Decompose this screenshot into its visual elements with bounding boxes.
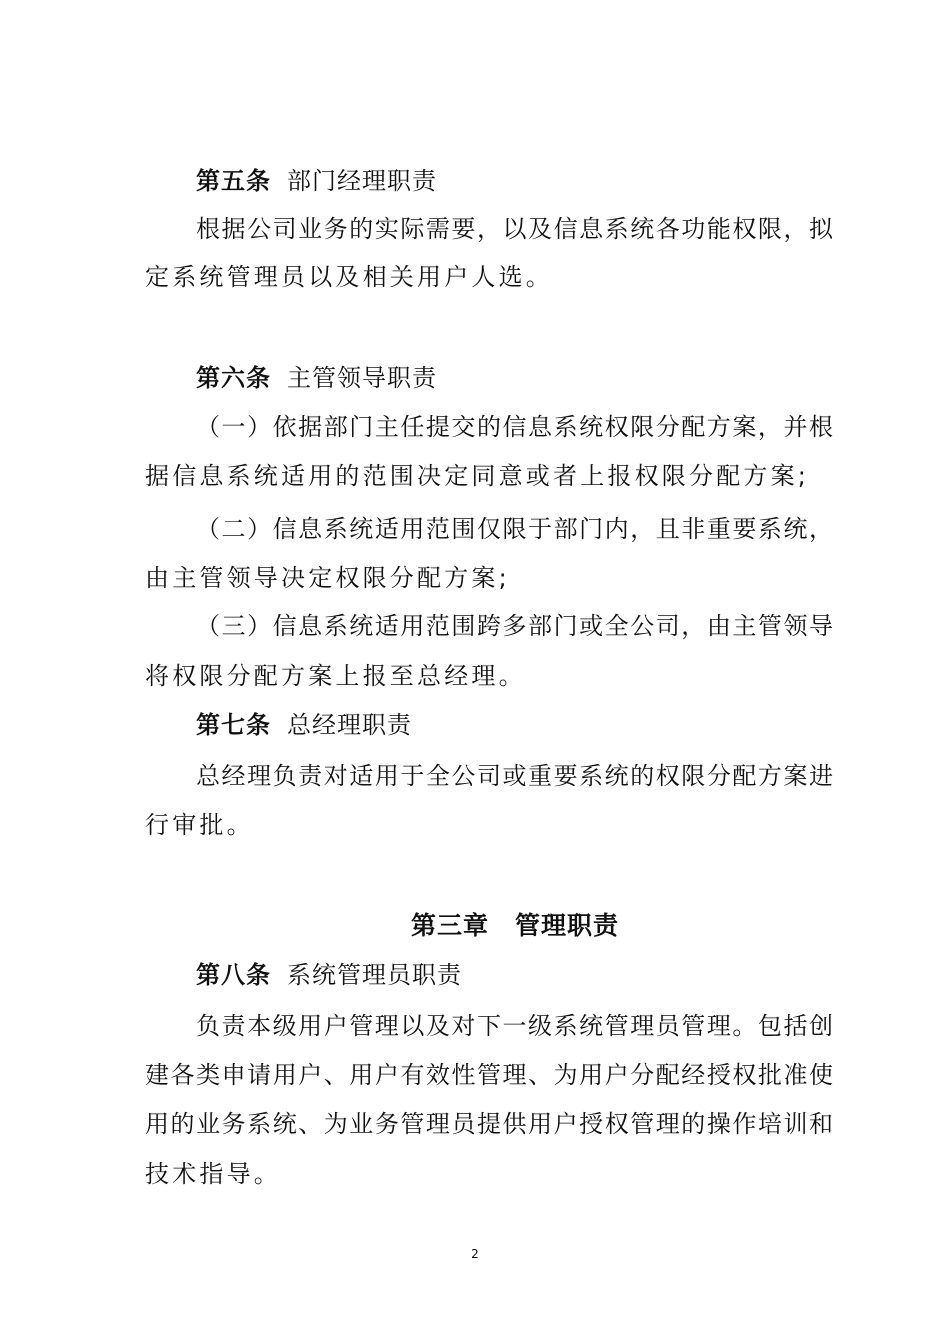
article-8-heading [196, 960, 462, 990]
article-5-heading [196, 166, 437, 196]
article-8-number: 第八条 [196, 961, 271, 989]
article-6-line-5: （三）信息系统适用范围跨多部门或全公司，由主管领导 [196, 612, 833, 640]
article-7-line-1: 总经理负责对适用于全公司或重要系统的权限分配方案进 [196, 762, 833, 790]
article-5-line-1: 根据公司业务的实际需要，以及信息系统各功能权限，拟 [196, 215, 833, 243]
article-8-line-3: 用的业务系统、为业务管理员提供用户授权管理的操作培训和 [145, 1110, 833, 1138]
article-6-line-4: 由主管领导决定权限分配方案; [145, 564, 510, 592]
article-6-title: 主管领导职责 [287, 364, 437, 392]
article-5-title: 部门经理职责 [287, 167, 437, 195]
chapter-3-title: 第三章 管理职责 [410, 911, 619, 940]
article-6-heading [196, 363, 437, 393]
article-5-line-2: 定系统管理员以及相关用户人选。 [145, 263, 553, 291]
article-8-line-4: 技术指导。 [145, 1160, 281, 1188]
article-7-number: 第七条 [196, 711, 271, 739]
article-8-line-2: 建各类申请用户、用户有效性管理、为用户分配经授权批准使 [145, 1061, 833, 1089]
article-7-title: 总经理职责 [287, 711, 412, 739]
article-6-line-3: （二）信息系统适用范围仅限于部门内，且非重要系统， [196, 515, 833, 543]
article-8-line-1: 负责本级用户管理以及对下一级系统管理员管理。包括创 [196, 1012, 833, 1040]
article-6-line-6: 将权限分配方案上报至总经理。 [145, 662, 526, 690]
page-number: 2 [471, 1247, 479, 1261]
article-5-number: 第五条 [196, 167, 271, 195]
article-7-heading [196, 710, 412, 740]
article-6-line-1: （一）依据部门主任提交的信息系统权限分配方案，并根 [196, 413, 833, 441]
article-8-title: 系统管理员职责 [287, 961, 462, 989]
article-7-line-2: 行审批。 [145, 811, 254, 839]
article-6-number: 第六条 [196, 364, 271, 392]
article-6-line-2: 据信息系统适用的范围决定同意或者上报权限分配方案; [145, 462, 810, 490]
